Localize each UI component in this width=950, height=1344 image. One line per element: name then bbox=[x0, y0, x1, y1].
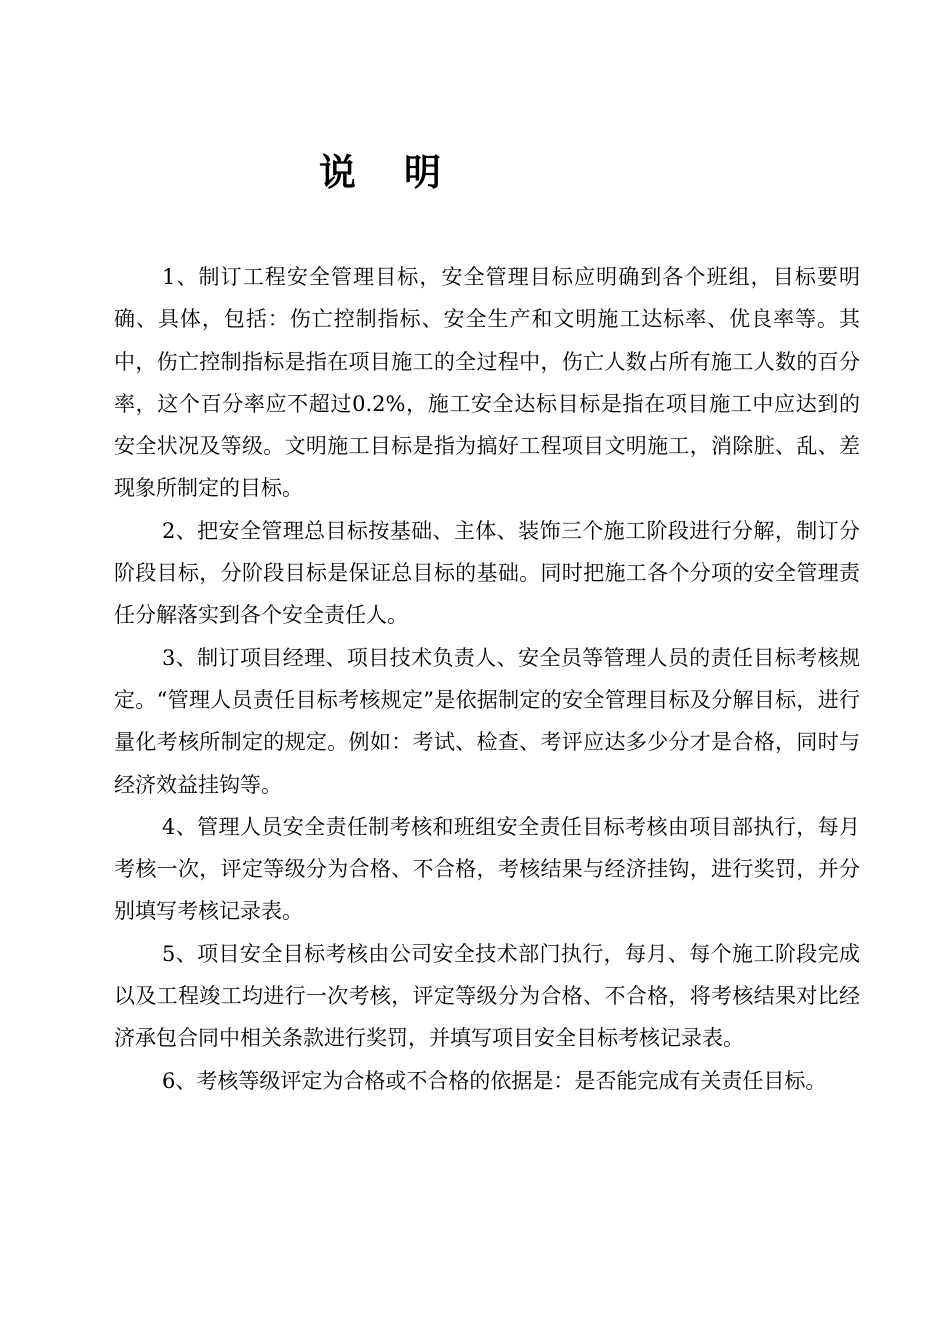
page-title: 说明 bbox=[319, 150, 489, 194]
paragraph-2: 2、把安全管理总目标按基础、主体、装饰三个施工阶段进行分解，制订分阶段目标，分阶段目标是保证总目标的基础。同时把施工各个分项的安全管理责任分解落实到各个安全责任人。 bbox=[114, 518, 860, 628]
paragraph-6: 6、考核等级评定为合格或不合格的依据是：是否能完成有关责任目标。 bbox=[162, 1068, 827, 1093]
document-body bbox=[114, 256, 860, 1102]
paragraph-4: 4、管理人员安全责任制考核和班组安全责任目标考核由项目部执行，每月考核一次，评定等级分为合格、不合格，考核结果与经济挂钩，进行奖罚，并分别填写考核记录表。 bbox=[114, 814, 860, 924]
paragraph-1: 1、制订工程安全管理目标，安全管理目标应明确到各个班组，目标要明确、具体，包括：伤亡控制指标、安全生产和文明施工达标率、优良率等。其中，伤亡控制指标是指在项目施工的全过程中，伤亡人数占所有施工人数的百分率，这个百分率应不超过0.2%，施工安全达标目标是指在项目施工中应达到的安全状况及等级。文明施工目标是指为搞好工程项目文明施工，消除脏、乱、差现象所制定的目标。 bbox=[114, 265, 860, 501]
paragraph-5: 5、项目安全目标考核由公司安全技术部门执行，每月、每个施工阶段完成以及工程竣工均进行一次考核，评定等级分为合格、不合格，将考核结果对比经济承包合同中相关条款进行奖罚，并填写项目安全目标考核记录表。 bbox=[114, 941, 860, 1051]
paragraph-3: 3、制订项目经理、项目技术负责人、安全员等管理人员的责任目标考核规定。“管理人员责任目标考核规定”是依据制定的安全管理目标及分解目标，进行量化考核所制定的规定。例如：考试、检查、考评应达多少分才是合格，同时与经济效益挂钩等。 bbox=[114, 645, 860, 797]
